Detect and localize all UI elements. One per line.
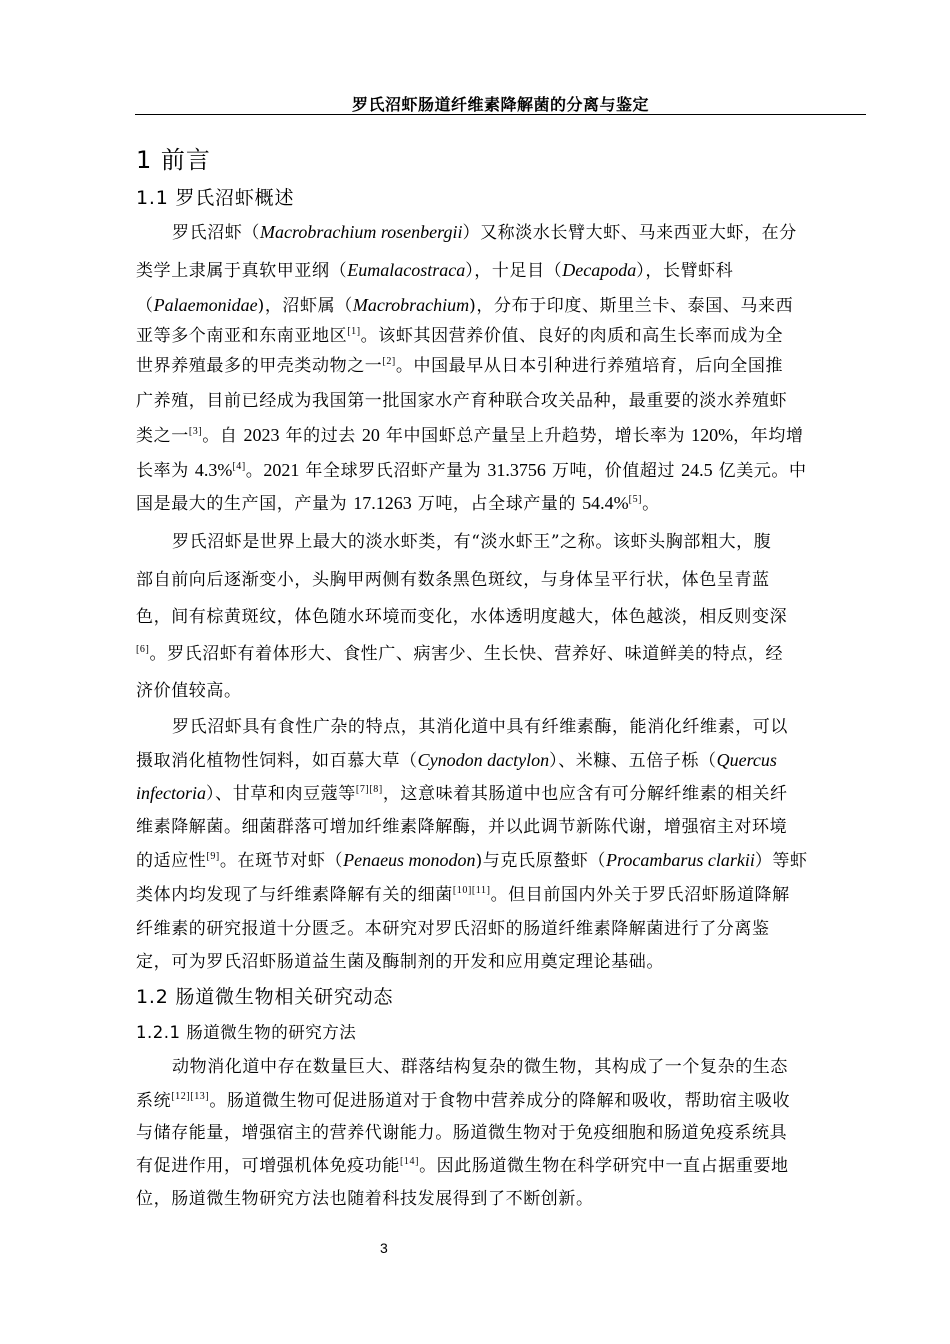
citation: [7][8] — [355, 784, 383, 795]
text-line: 部自前向后逐渐变小，头胸甲两侧有数条黑色斑纹，与身体呈平行状，体色呈青蓝 — [136, 570, 770, 590]
text-line: 国是最大的生产国，产量为 17.1263 万吨，占全球产量的 54.4%[5]。 — [136, 493, 660, 514]
text-line: 世界养殖最多的甲壳类动物之一[2]。中国最早从日本引种进行养殖培育，后向全国推 — [136, 356, 784, 376]
citation: [1] — [347, 326, 361, 337]
text-line: 位，肠道微生物研究方法也随着科技发展得到了不断创新。 — [136, 1189, 594, 1209]
text-line: （Palaemonidae)，沼虾属（Macrobrachium)，分布于印度、斯里兰卡、泰国、马来西 — [136, 295, 794, 316]
citation: [2] — [382, 356, 396, 367]
text-line: 维素降解菌。细菌群落可增加纤维素降解酶，并以此调节新陈代谢，增强宿主对环境 — [136, 817, 788, 837]
heading-chapter-1: 1 前言 — [136, 146, 211, 174]
citation: [10][11] — [452, 885, 491, 896]
page-number: 3 — [380, 1240, 388, 1256]
text-line: 类学上隶属于真软甲亚纲（Eumalacostraca），十足目（Decapoda），长臂虾科 — [136, 260, 734, 281]
text-line: 定，可为罗氏沼虾肠道益生菌及酶制剂的开发和应用奠定理论基础。 — [136, 952, 664, 972]
text-line: 的适应性[9]。在斑节对虾（Penaeus monodon)与克氏原螯虾（Procambarus clarkii）等虾 — [136, 850, 808, 871]
heading-section-1-1: 1.1 罗氏沼虾概述 — [136, 187, 295, 209]
text-line: 亚等多个南亚和东南亚地区[1]。该虾其因营养价值、良好的肉质和高生长率而成为全 — [136, 326, 784, 346]
header-divider — [135, 114, 866, 115]
heading-section-1-2: 1.2 肠道微生物相关研究动态 — [136, 986, 394, 1008]
text-line: 与储存能量，增强宿主的营养代谢能力。肠道微生物对于免疫细胞和肠道免疫系统具 — [136, 1123, 788, 1143]
text-line: [6]。罗氏沼虾有着体形大、食性广、病害少、生长快、营养好、味道鲜美的特点，经 — [136, 644, 784, 664]
heading-section-1-2-1: 1.2.1 肠道微生物的研究方法 — [136, 1023, 357, 1042]
citation: [12][13] — [171, 1091, 210, 1102]
citation: [3] — [188, 426, 203, 437]
text-line: 系统[12][13]。肠道微生物可促进肠道对于食物中营养成分的降解和吸收，帮助宿主吸收 — [136, 1091, 791, 1111]
text-line: 动物消化道中存在数量巨大、群落结构复杂的微生物，其构成了一个复杂的生态 — [172, 1057, 788, 1077]
text-line: 济价值较高。 — [136, 681, 242, 701]
citation: [9] — [206, 851, 220, 862]
text-line: infectoria）、甘草和肉豆蔻等[7][8]，这意味着其肠道中也应含有可分解纤维素的相关纤 — [136, 783, 788, 804]
citation: [5] — [628, 494, 643, 505]
text-line: 色，间有棕黄斑纹，体色随水环境而变化，水体透明度越大，体色越淡，相反则变深 — [136, 607, 788, 627]
text-line: 广养殖，目前已经成为我国第一批国家水产育种联合攻关品种，最重要的淡水养殖虾 — [136, 391, 788, 411]
text-line: 纤维素的研究报道十分匮乏。本研究对罗氏沼虾的肠道纤维素降解菌进行了分离鉴 — [136, 919, 770, 939]
running-header: 罗氏沼虾肠道纤维素降解菌的分离与鉴定 — [351, 95, 649, 114]
text-line: 类之一[3]。自 2023 年的过去 20 年中国虾总产量呈上升趋势，增长率为 120%，年均增 — [136, 425, 804, 446]
text-line: 摄取消化植物性饲料，如百慕大草（Cynodon dactylon）、米糠、五倍子栎（Quercus — [136, 750, 777, 771]
citation: [6] — [136, 644, 150, 655]
citation: [4] — [232, 461, 246, 472]
text-line: 罗氏沼虾是世界上最大的淡水虾类，有“淡水虾王”之称。该虾头胸部粗大，腹 — [172, 532, 772, 552]
text-line: 长率为 4.3%[4]。2021 年全球罗氏沼虾产量为 31.3756 万吨，价值超过 24.5 亿美元。中 — [136, 460, 807, 481]
text-line: 类体内均发现了与纤维素降解有关的细菌[10][11]。但目前国内外关于罗氏沼虾肠道降解 — [136, 885, 790, 905]
text-line: 罗氏沼虾具有食性广杂的特点，其消化道中具有纤维素酶，能消化纤维素，可以 — [172, 717, 788, 737]
citation: [14] — [400, 1156, 420, 1167]
text-line: 有促进作用，可增强机体免疫功能[14]。因此肠道微生物在科学研究中一直占据重要地 — [136, 1156, 789, 1176]
text-line: 罗氏沼虾（Macrobrachium rosenbergii）又称淡水长臂大虾、马来西亚大虾，在分 — [172, 222, 797, 243]
